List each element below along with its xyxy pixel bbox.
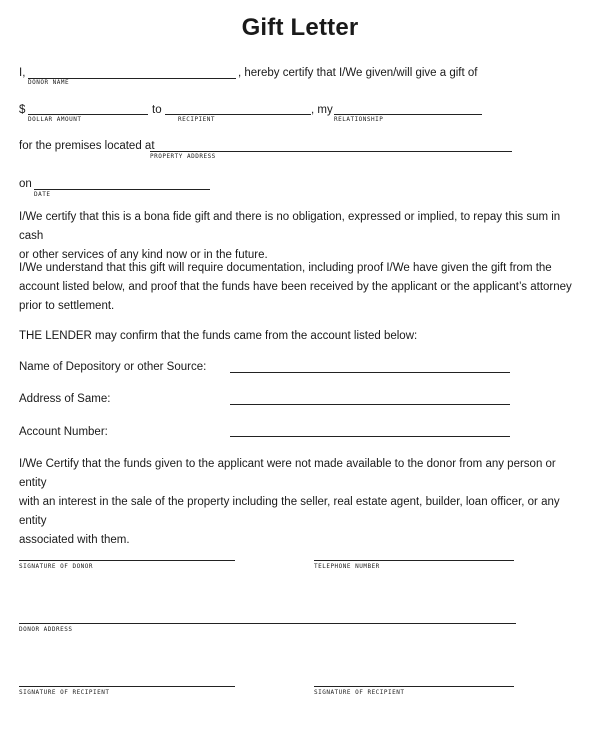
to-text: to — [152, 104, 162, 116]
donor-name-caption: DONOR NAME — [28, 79, 70, 86]
dollar-amount-line[interactable] — [28, 114, 148, 115]
date-line[interactable] — [34, 189, 210, 190]
certify-text: , hereby certify that I/We given/will give a gift of — [238, 67, 478, 79]
dollar-sign: $ — [19, 104, 26, 116]
bona-fide-line-1: I/We certify that this is a bona fide gift and there is no obligation, expressed or implied, to repay this sum in cash — [19, 211, 561, 242]
i-prefix: I, — [19, 67, 26, 79]
donor-address-line[interactable] — [19, 623, 516, 624]
lender-text: THE LENDER may confirm that the funds came from the account listed below: — [19, 330, 418, 342]
depository-line[interactable] — [230, 372, 510, 373]
documentation-line-3: prior to settlement. — [19, 300, 115, 312]
relationship-caption: RELATIONSHIP — [334, 116, 384, 123]
dollar-amount-caption: DOLLAR AMOUNT — [28, 116, 82, 123]
account-line[interactable] — [230, 436, 510, 437]
premises-text: for the premises located at — [19, 140, 155, 152]
certify-funds-line-3: associated with them. — [19, 534, 130, 546]
address-label: Address of Same: — [19, 393, 111, 405]
depository-label: Name of Depository or other Source: — [19, 361, 207, 373]
certify-funds-paragraph — [19, 455, 579, 550]
telephone-number-line[interactable] — [314, 560, 514, 561]
signature-of-recipient-2-line[interactable] — [314, 686, 514, 687]
bona-fide-line-2: or other services of any kind now or in the future. — [19, 249, 268, 261]
certify-funds-line-1: I/We Certify that the funds given to the applicant were not made available to the donor from any person or entity — [19, 458, 556, 489]
recipient-caption: RECIPIENT — [178, 116, 216, 123]
relationship-line[interactable] — [334, 114, 482, 115]
document-title: Gift Letter — [241, 14, 359, 41]
signature-of-recipient-caption: SIGNATURE OF RECIPIENT — [19, 689, 110, 696]
signature-of-donor-line[interactable] — [19, 560, 235, 561]
telephone-number-caption: TELEPHONE NUMBER — [314, 563, 380, 570]
account-label: Account Number: — [19, 426, 108, 438]
documentation-line-2: account listed below, and proof that the funds have been received by the applicant or the applicant’s attorney — [19, 281, 572, 293]
signature-of-donor-caption: SIGNATURE OF DONOR — [19, 563, 94, 570]
date-caption: DATE — [34, 191, 51, 198]
documentation-line-1: I/We understand that this gift will require documentation, including proof I/We have given the gift from the — [19, 262, 552, 274]
signature-of-recipient-2-caption: SIGNATURE OF RECIPIENT — [314, 689, 405, 696]
address-line[interactable] — [230, 404, 510, 405]
donor-address-caption: DONOR ADDRESS — [19, 626, 73, 633]
certify-funds-line-2: with an interest in the sale of the property including the seller, real estate agent, builder, loan officer, or any entity — [19, 496, 560, 527]
documentation-paragraph — [19, 259, 579, 316]
signature-of-recipient-line[interactable] — [19, 686, 235, 687]
property-address-caption: PROPERTY ADDRESS — [150, 153, 216, 160]
property-address-line[interactable] — [150, 151, 512, 152]
recipient-line[interactable] — [165, 114, 311, 115]
my-text: , my — [311, 104, 333, 116]
on-text: on — [19, 178, 32, 190]
bona-fide-paragraph — [19, 208, 579, 265]
